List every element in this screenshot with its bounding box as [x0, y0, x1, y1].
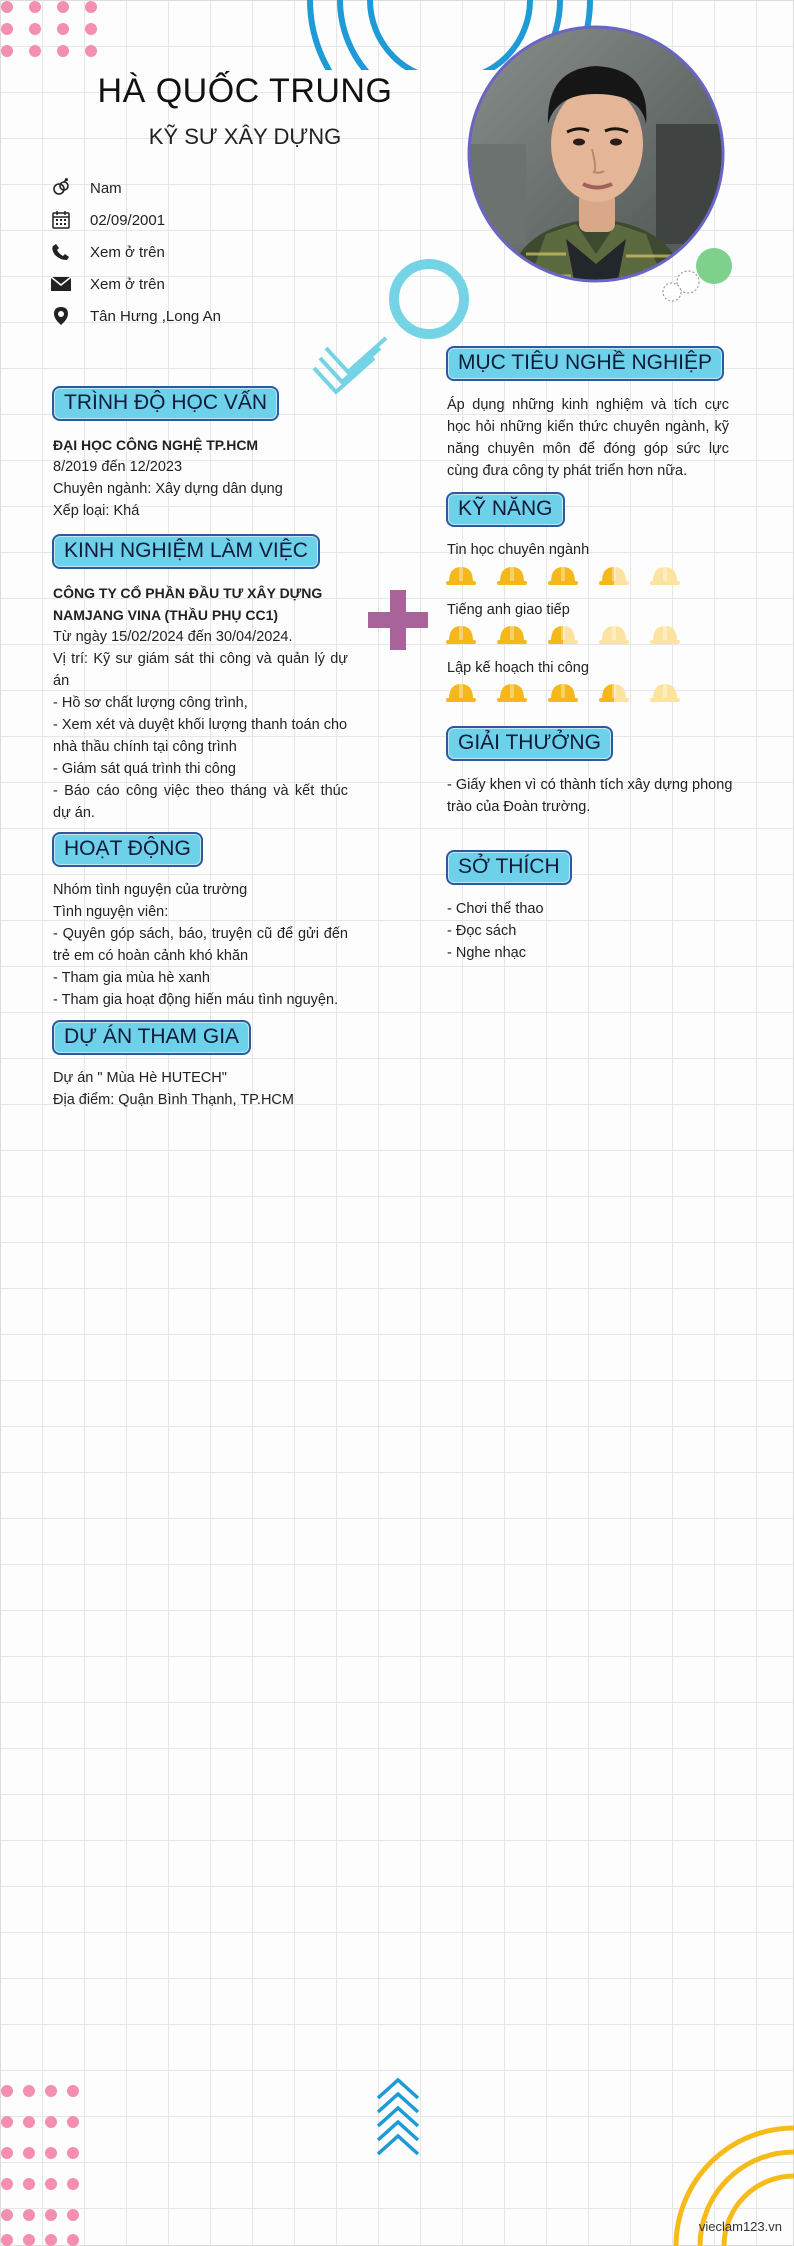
education-block — [53, 434, 353, 522]
contact-address-text: Tân Hưng ,Long An — [90, 307, 221, 325]
contact-phone-text: Xem ở trên — [90, 243, 165, 261]
calendar-icon — [50, 209, 72, 231]
education-major: Chuyên ngành: Xây dựng dân dụng — [53, 481, 283, 497]
projects-line: Địa điểm: Quận Bình Thạnh, TP.HCM — [53, 1092, 294, 1108]
experience-period: Từ ngày 15/02/2024 đến 30/04/2024. — [53, 629, 293, 645]
avatar-status-dots — [616, 244, 732, 304]
hard-hat-icon — [496, 623, 528, 647]
skill-rating — [445, 564, 681, 588]
hard-hat-icon — [649, 564, 681, 588]
hard-hat-icon — [445, 564, 477, 588]
cyan-chevrons-decoration — [308, 326, 390, 398]
contact-birthday-text: 02/09/2001 — [90, 211, 166, 229]
hobby-item: - Nghe nhạc — [447, 945, 526, 961]
projects-line: Dự án " Mùa Hè HUTECH" — [53, 1070, 227, 1086]
hard-hat-icon — [649, 623, 681, 647]
contact-birthday — [50, 208, 165, 232]
hard-hat-icon — [547, 623, 579, 647]
hard-hat-icon — [598, 564, 630, 588]
heading-experience: KINH NGHIỆM LÀM VIỆC — [52, 534, 320, 569]
heading-awards: GIẢI THƯỞNG — [446, 726, 613, 761]
candidate-name: HÀ QUỐC TRUNG — [97, 72, 393, 110]
activities-line: - Tham gia mùa hè xanh — [53, 970, 210, 986]
activities-line: - Quyên góp sách, báo, truyện cũ để gửi đến trẻ em có hoàn cảnh khó khăn — [53, 926, 348, 964]
contact-address — [50, 304, 221, 328]
contact-email-text: Xem ở trên — [90, 275, 165, 293]
education-period: 8/2019 đến 12/2023 — [53, 459, 183, 475]
objective-text: Áp dụng những kinh nghiệm và tích cực học hỏi những kiến thức chuyên ngành, kỹ năng chuyên môn để đóng góp sức lực cùng đưa công ty phát triển hơn nữa. — [447, 397, 729, 479]
skill-label: Lập kế hoạch thi công — [447, 660, 589, 676]
awards-line: - Giấy khen vì có thành tích xây dựng phong trào của Đoàn trường. — [447, 777, 733, 815]
contact-phone — [50, 240, 165, 264]
hard-hat-icon — [598, 623, 630, 647]
activities-line: - Tham gia hoạt động hiến máu tình nguyện. — [53, 992, 339, 1008]
experience-company-1: CÔNG TY CỔ PHẦN ĐẦU TƯ XÂY DỰNG — [53, 585, 323, 601]
job-title: KỸ SƯ XÂY DỰNG — [148, 124, 342, 149]
education-school: ĐẠI HỌC CÔNG NGHỆ TP.HCM — [53, 437, 259, 453]
skill-label: Tiếng anh giao tiếp — [447, 602, 570, 618]
footer-brand: vieclam123.vn — [698, 2219, 782, 2234]
heading-objective: MỤC TIÊU NGHỀ NGHIỆP — [446, 346, 724, 381]
experience-company-2: NAMJANG VINA (THẦU PHỤ CC1) — [53, 607, 279, 623]
hobby-item: - Đọc sách — [447, 923, 517, 939]
hard-hat-icon — [445, 681, 477, 705]
experience-line: - Hồ sơ chất lượng công trình, — [53, 695, 248, 711]
location-pin-icon — [50, 305, 72, 327]
hard-hat-icon — [496, 681, 528, 705]
hard-hat-icon — [598, 681, 630, 705]
blue-chevrons-up-decoration — [374, 2076, 422, 2160]
cyan-ring-decoration — [384, 254, 474, 344]
avatar — [466, 24, 732, 290]
hard-hat-icon — [547, 681, 579, 705]
experience-block — [53, 582, 348, 824]
contact-gender — [50, 176, 122, 200]
hard-hat-icon — [445, 623, 477, 647]
heading-skills: KỸ NĂNG — [446, 492, 565, 527]
email-icon — [50, 273, 72, 295]
experience-line: - Giám sát quá trình thi công — [53, 761, 236, 777]
skill-rating — [445, 681, 681, 705]
activities-block — [53, 879, 348, 1011]
activities-line: Nhóm tình nguyện của trường — [53, 882, 248, 898]
skill-label: Tin học chuyên ngành — [447, 542, 590, 558]
activities-line: Tình nguyện viên: — [53, 904, 169, 920]
hard-hat-icon — [649, 681, 681, 705]
experience-line: - Xem xét và duyệt khối lượng thanh toán cho nhà thầu chính tại công trình — [53, 717, 348, 755]
hobby-item: - Chơi thể thao — [447, 901, 544, 917]
hard-hat-icon — [496, 564, 528, 588]
phone-icon — [50, 241, 72, 263]
awards-block — [447, 774, 737, 818]
plus-decoration — [368, 590, 428, 650]
hard-hat-icon — [547, 564, 579, 588]
pink-dot-grid-top — [0, 0, 110, 60]
heading-education: TRÌNH ĐỘ HỌC VẤN — [52, 386, 279, 421]
hobbies-block — [447, 898, 737, 964]
heading-hobbies: SỞ THÍCH — [446, 850, 572, 885]
pink-dot-grid-bottom — [0, 2080, 80, 2246]
heading-activities: HOẠT ĐỘNG — [52, 832, 203, 867]
contact-email — [50, 272, 165, 296]
projects-block — [53, 1067, 353, 1111]
gender-icon — [50, 177, 72, 199]
heading-projects: DỰ ÁN THAM GIA — [52, 1020, 251, 1055]
skill-rating — [445, 623, 681, 647]
contact-gender-text: Nam — [90, 179, 122, 197]
experience-line: - Báo cáo công việc theo tháng và kết thúc dự án. — [53, 783, 348, 821]
education-grade: Xếp loại: Khá — [53, 503, 140, 519]
experience-line: Vị trí: Kỹ sư giám sát thi công và quản lý dự án — [53, 651, 348, 689]
